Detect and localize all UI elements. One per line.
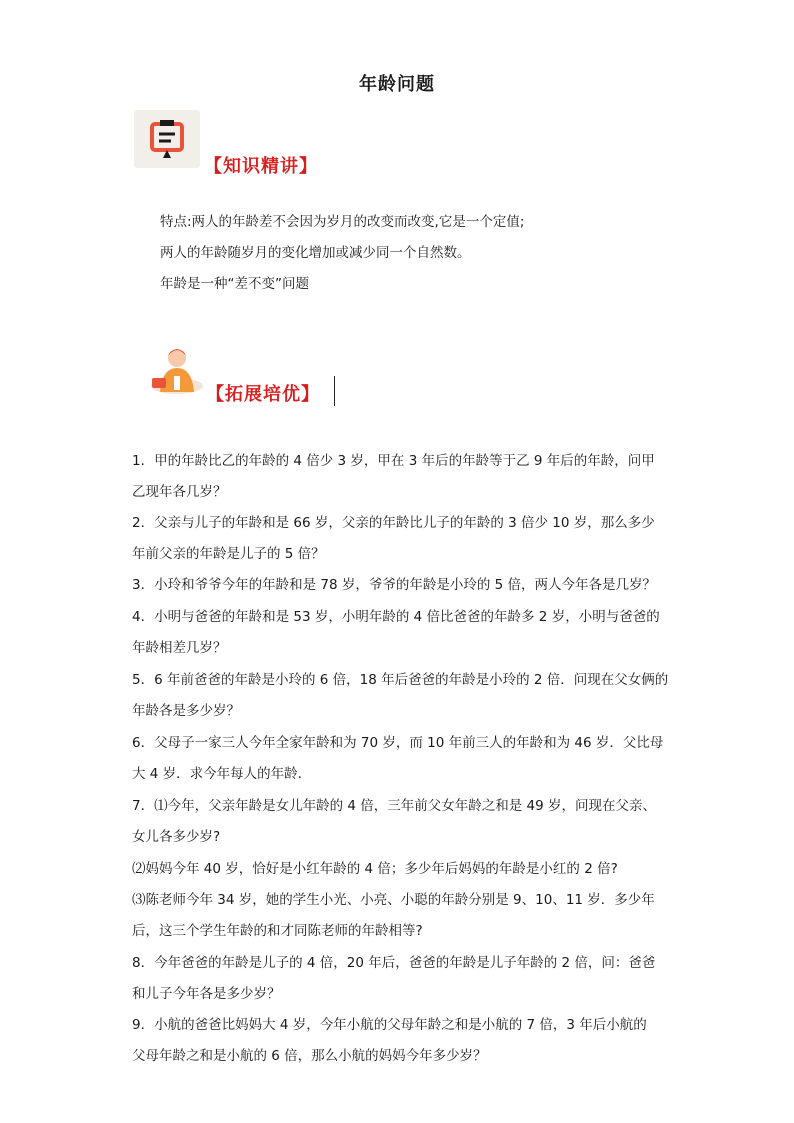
question-line: 乙现年各几岁？: [132, 484, 227, 500]
knowledge-section-label: 【知识精讲】: [204, 156, 318, 177]
question-line: 6．父母子一家三人今年全家年龄和为 70 岁，而 10 年前三人的年龄和为 46 岁．父比母: [132, 735, 664, 751]
knowledge-line: 两人的年龄随岁月的变化增加或减少同一个自然数。: [160, 245, 471, 261]
page-title: 年龄问题: [359, 74, 435, 95]
question-line: 父母年龄之和是小航的 6 倍，那么小航的妈妈今年多少岁？: [132, 1048, 487, 1064]
teacher-portrait-icon-graphic: [144, 338, 206, 396]
question-line: 年龄各是多少岁？: [132, 703, 240, 719]
question-line: 女儿各多少岁?: [132, 829, 221, 845]
question-line: 8．今年爸爸的年龄是儿子的 4 倍，20 年后，爸爸的年龄是儿子年龄的 2 倍，问：爸爸: [132, 955, 656, 971]
question-line: 年前父亲的年龄是儿子的 5 倍？: [132, 546, 325, 562]
question-line: 1．甲的年龄比乙的年龄的 4 倍少 3 岁，甲在 3 年后的年龄等于乙 9 年后的年龄，问甲: [132, 453, 655, 469]
question-line: 后，这三个学生年龄的和才同陈老师的年龄相等?: [132, 923, 423, 939]
question-line: ⑶陈老师今年 34 岁，她的学生小光、小亮、小聪的年龄分别是 9、10、11 岁．多少年: [132, 892, 655, 908]
lecture-board-icon-graphic: [134, 110, 200, 168]
question-line: 9．小航的爸爸比妈妈大 4 岁，今年小航的父母年龄之和是小航的 7 倍，3 年后小航的: [132, 1017, 647, 1033]
knowledge-line: 年龄是一种“差不变”问题: [160, 276, 309, 292]
teacher-portrait-icon: [144, 338, 206, 396]
question-line: ⑵妈妈今年 40 岁，恰好是小红年龄的 4 倍；多少年后妈妈的年龄是小红的 2 倍?: [132, 861, 618, 877]
question-line: 7．⑴今年，父亲年龄是女儿年龄的 4 倍，三年前父女年龄之和是 49 岁，问现在父亲、: [132, 798, 657, 814]
question-line: 年龄相差几岁？: [132, 640, 227, 656]
lecture-board-icon: [134, 110, 200, 168]
question-line: 5．6 年前爸爸的年龄是小玲的 6 倍，18 年后爸爸的年龄是小玲的 2 倍．问现在父女俩的: [132, 672, 669, 688]
knowledge-line: 特点:两人的年龄差不会因为岁月的改变而改变,它是一个定值;: [160, 214, 525, 230]
question-line: 2．父亲与儿子的年龄和是 66 岁，父亲的年龄比儿子的年龄的 3 倍少 10 岁，那么多少: [132, 515, 655, 531]
question-line: 大 4 岁．求今年每人的年龄．: [132, 766, 312, 782]
question-line: 3．小玲和爷爷今年的年龄和是 78 岁，爷爷的年龄是小玲的 5 倍，两人今年各是几岁？: [132, 577, 657, 593]
question-line: 和儿子今年各是多少岁？: [132, 986, 281, 1002]
question-line: 4．小明与爸爸的年龄和是 53 岁，小明年龄的 4 倍比爸爸的年龄多 2 岁，小明与爸爸的: [132, 609, 660, 625]
extension-section-label: 【拓展培优】: [206, 384, 320, 405]
text-cursor: [334, 376, 335, 406]
